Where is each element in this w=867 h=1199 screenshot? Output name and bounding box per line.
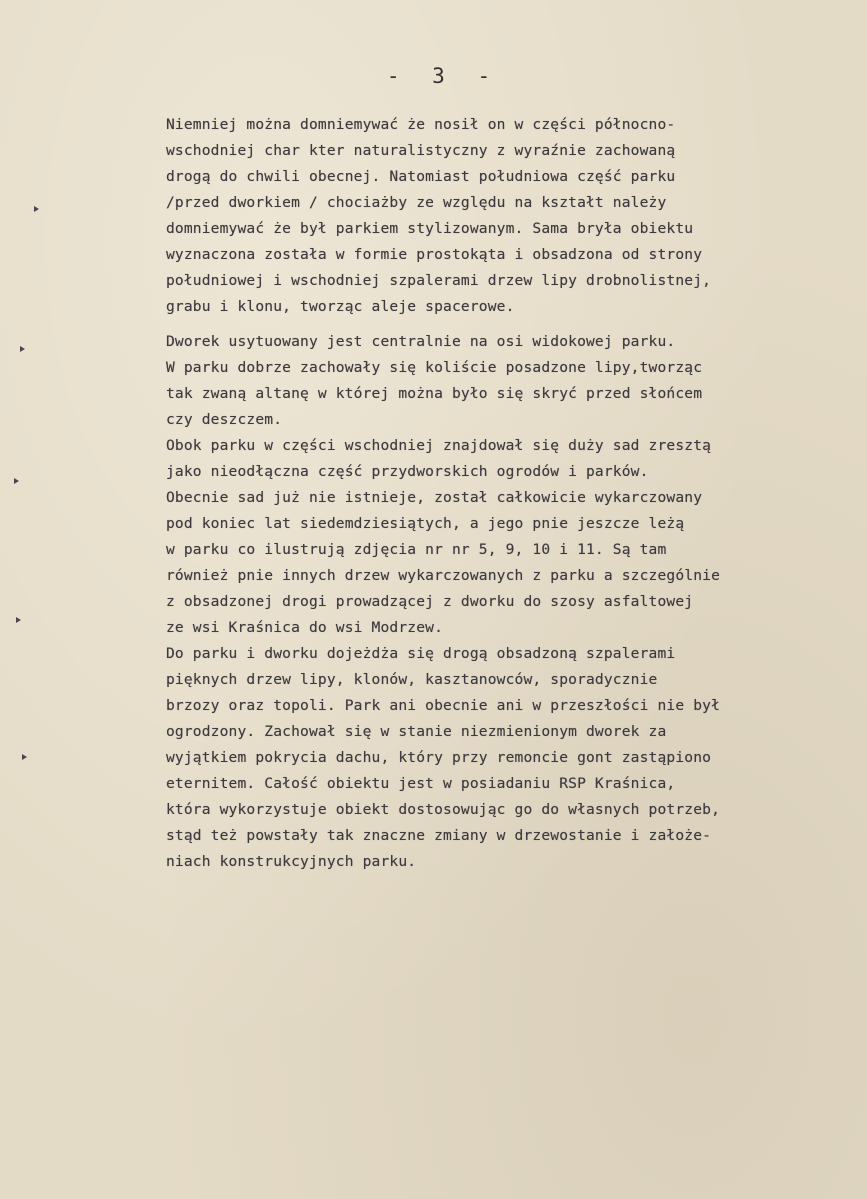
binding-hole-mark bbox=[16, 617, 21, 623]
text-line: niach konstrukcyjnych parku. bbox=[166, 853, 417, 870]
text-line: tak zwaną altanę w której można było się skryć przed słońcem bbox=[166, 385, 703, 402]
text-line: Niemniej można domniemywać że nosił on w części północno- bbox=[166, 116, 676, 133]
binding-hole-mark bbox=[34, 206, 39, 212]
text-line: Do parku i dworku dojeżdża się drogą obsadzoną szpalerami bbox=[166, 645, 676, 662]
text-line: Dworek usytuowany jest centralnie na osi widokowej parku. bbox=[166, 333, 676, 350]
text-line: stąd też powstały tak znaczne zmiany w drzewostanie i założe- bbox=[166, 827, 712, 844]
text-line: jako nieodłączna część przydworskich ogrodów i parków. bbox=[166, 463, 649, 480]
text-line: pod koniec lat siedemdziesiątych, a jego pnie jeszcze leżą bbox=[166, 515, 685, 532]
page-number: - 3 - bbox=[386, 64, 501, 88]
text-line: wyznaczona została w formie prostokąta i obsadzona od strony bbox=[166, 246, 703, 263]
binding-hole-mark bbox=[20, 346, 25, 352]
paragraph-park-description bbox=[166, 112, 846, 320]
text-line: W parku dobrze zachowały się koliście posadzone lipy,tworząc bbox=[166, 359, 703, 376]
binding-hole-mark bbox=[14, 478, 19, 484]
text-line: pięknych drzew lipy, klonów, kasztanowców, sporadycznie bbox=[166, 671, 658, 688]
text-line: domniemywać że był parkiem stylizowanym. Sama bryła obiektu bbox=[166, 220, 694, 237]
text-line: z obsadzonej drogi prowadzącej z dworku do szosy asfaltowej bbox=[166, 593, 694, 610]
text-line: południowej i wschodniej szpalerami drzew lipy drobnolistnej, bbox=[166, 272, 712, 289]
text-line: Obecnie sad już nie istnieje, został całkowicie wykarczowany bbox=[166, 489, 703, 506]
text-line: grabu i klonu, tworząc aleje spacerowe. bbox=[166, 298, 515, 315]
text-line: drogą do chwili obecnej. Natomiast południowa część parku bbox=[166, 168, 676, 185]
text-line: wyjątkiem pokrycia dachu, który przy remoncie gont zastąpiono bbox=[166, 749, 712, 766]
paragraph-manor-and-orchard bbox=[166, 329, 846, 875]
text-line: ze wsi Kraśnica do wsi Modrzew. bbox=[166, 619, 444, 636]
text-line: Obok parku w części wschodniej znajdował się duży sad zresztą bbox=[166, 437, 712, 454]
text-line: w parku co ilustrują zdjęcia nr nr 5, 9, 10 i 11. Są tam bbox=[166, 541, 667, 558]
text-line: która wykorzystuje obiekt dostosowując go do własnych potrzeb, bbox=[166, 801, 721, 818]
text-line: również pnie innych drzew wykarczowanych z parku a szczególnie bbox=[166, 567, 721, 584]
text-line: ogrodzony. Zachował się w stanie niezmienionym dworek za bbox=[166, 723, 667, 740]
text-line: brzozy oraz topoli. Park ani obecnie ani w przeszłości nie był bbox=[166, 697, 721, 714]
text-line: czy deszczem. bbox=[166, 411, 283, 428]
binding-hole-mark bbox=[22, 754, 27, 760]
text-line: eternitem. Całość obiektu jest w posiadaniu RSP Kraśnica, bbox=[166, 775, 676, 792]
text-line: wschodniej char kter naturalistyczny z wyraźnie zachowaną bbox=[166, 142, 676, 159]
text-line: /przed dworkiem / chociażby ze względu na kształt należy bbox=[166, 194, 667, 211]
